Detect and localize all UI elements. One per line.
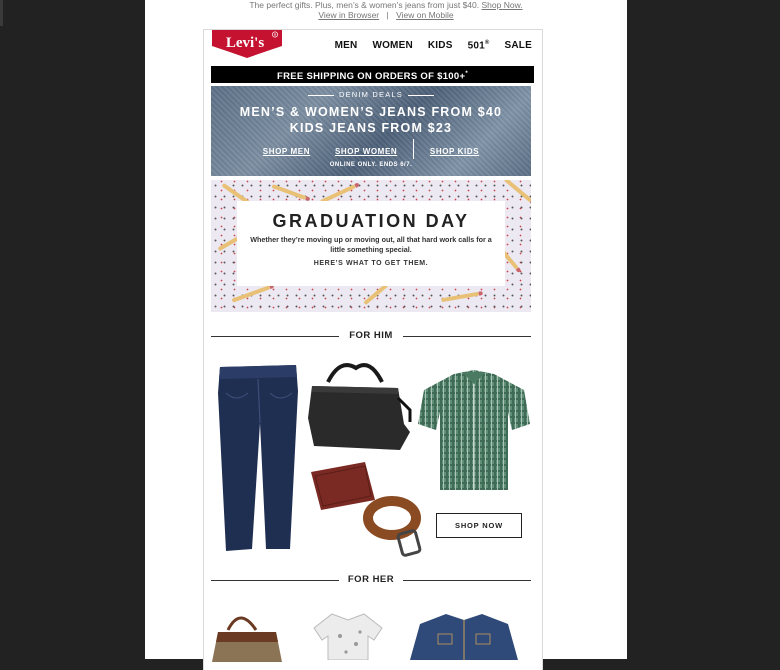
free-shipping-banner[interactable]: [211, 66, 534, 83]
heading-rule: [211, 336, 339, 337]
window-edge: [0, 0, 3, 26]
nav-women[interactable]: WOMEN: [372, 40, 413, 51]
shop-kids-link[interactable]: SHOP KIDS: [429, 147, 480, 157]
denim-link-divider: [413, 139, 414, 159]
denim-headline-2: KIDS JEANS FROM $23: [289, 121, 453, 135]
graduation-banner[interactable]: [211, 180, 531, 312]
for-him-heading-text: FOR HIM: [349, 330, 393, 341]
nav-501-label: 501: [467, 40, 485, 52]
jeans-product[interactable]: [214, 363, 304, 553]
pencil-decoration: [504, 180, 531, 202]
pencil-decoration: [217, 237, 238, 251]
svg-text:R: R: [273, 33, 277, 37]
for-her-heading-text: FOR HER: [347, 574, 395, 585]
white-print-top-product[interactable]: [312, 610, 384, 660]
denim-links: [211, 142, 531, 162]
preheader-text: The perfect gifts. Plus, men’s & women’s jeans from just $40.: [249, 0, 480, 10]
view-on-mobile-link[interactable]: View on Mobile: [396, 10, 454, 20]
preheader: [145, 0, 627, 20]
levis-logo-text: Levi's: [225, 35, 265, 51]
denim-headline-1: MEN’S & WOMEN’S JEANS FROM $40: [239, 105, 503, 119]
free-shipping-text: FREE SHIPPING ON ORDERS OF $100+: [277, 71, 466, 83]
preheader-row-1: [145, 0, 627, 10]
preheader-separator: |: [386, 10, 389, 20]
plaid-shirt-product[interactable]: [416, 368, 532, 494]
graduation-card: [237, 201, 505, 286]
pencil-decoration: [271, 184, 306, 200]
shop-women-link[interactable]: SHOP WOMEN: [334, 147, 398, 157]
free-shipping-asterisk: *: [465, 71, 468, 77]
nav-sale[interactable]: SALE: [504, 40, 532, 51]
for-her-heading: [211, 574, 531, 588]
graduation-title: GRADUATION DAY: [272, 211, 470, 231]
email-body: [203, 29, 543, 670]
heading-rule: [211, 580, 339, 581]
nav-501[interactable]: [468, 40, 490, 51]
levis-logo[interactable]: [212, 30, 282, 58]
nav-men[interactable]: MEN: [334, 40, 358, 51]
preheader-shop-now-link[interactable]: Shop Now.: [481, 0, 523, 10]
denim-eyebrow: [211, 90, 531, 99]
denim-eyebrow-text: DENIM DEALS: [338, 90, 404, 99]
heading-rule: [403, 336, 531, 337]
denim-fine-print: ONLINE ONLY. ENDS 6/7.: [329, 162, 413, 168]
pencil-decoration: [363, 283, 389, 305]
for-him-shop-now-button[interactable]: SHOP NOW: [436, 513, 522, 538]
preheader-row-2: [145, 10, 627, 20]
nav-kids[interactable]: KIDS: [427, 40, 453, 51]
registered-mark: ®: [484, 40, 490, 46]
graduation-body: Whether they’re moving up or moving out, all that hard work calls for a little something special.: [250, 235, 492, 254]
leather-bag-product[interactable]: [306, 358, 414, 454]
pencil-decoration: [441, 292, 479, 303]
belt-product[interactable]: [362, 490, 428, 560]
denim-jacket-product[interactable]: [410, 610, 518, 660]
for-him-heading: [211, 330, 531, 344]
graduation-cta: HERE’S WHAT TO GET THEM.: [313, 260, 429, 267]
view-in-browser-link[interactable]: View in Browser: [318, 10, 380, 20]
tote-bag-product[interactable]: [212, 602, 282, 662]
main-nav: [335, 40, 532, 51]
pencil-decoration: [232, 285, 271, 302]
email-page: [145, 0, 627, 659]
heading-rule: [403, 580, 531, 581]
shop-men-link[interactable]: SHOP MEN: [262, 147, 311, 157]
right-background: [627, 0, 780, 659]
left-background: [0, 0, 145, 659]
denim-deals-banner[interactable]: [211, 86, 531, 176]
